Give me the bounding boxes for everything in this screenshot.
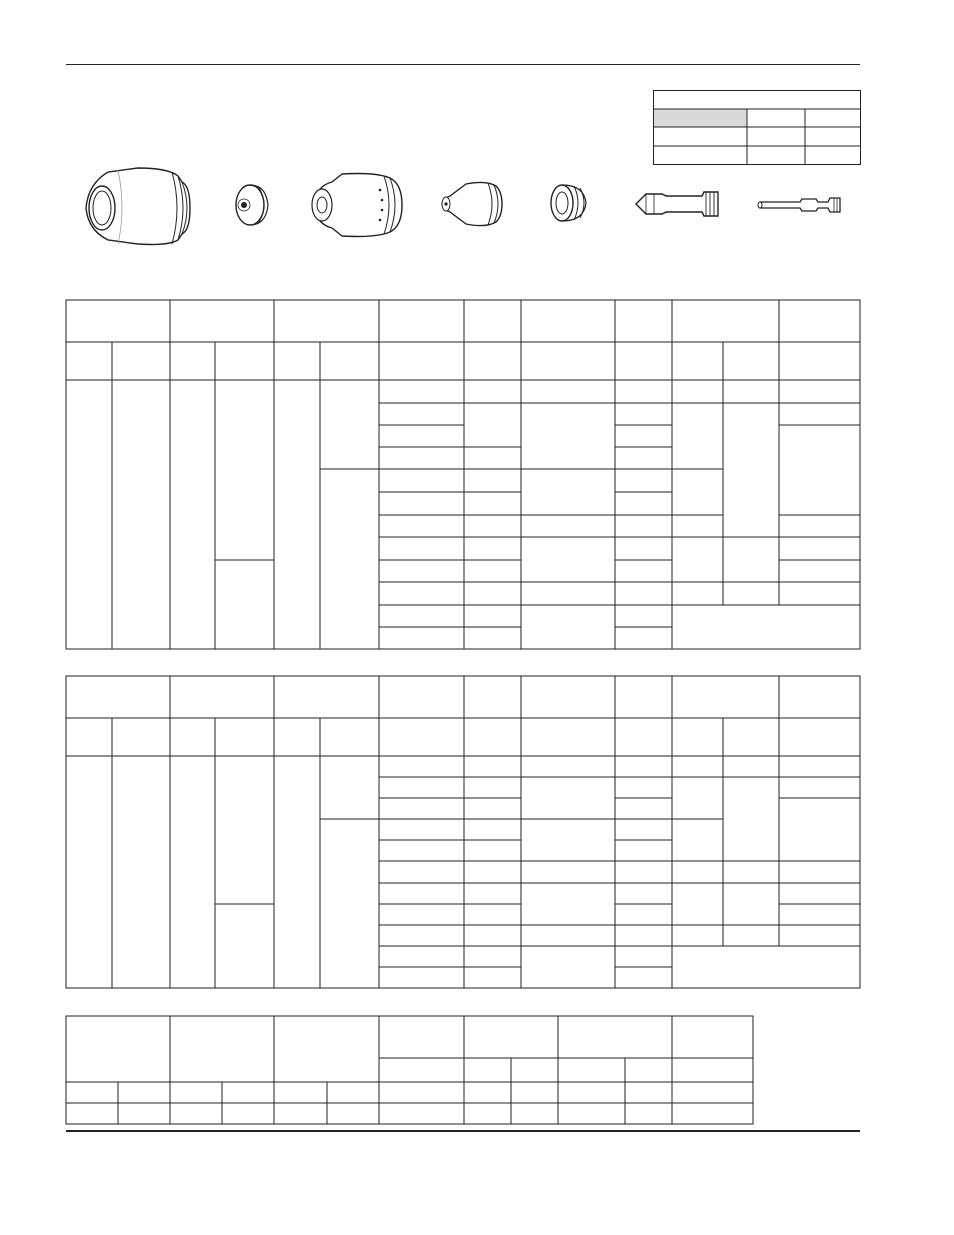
consumables-table-2 — [66, 676, 860, 988]
footer-rule — [66, 1130, 860, 1132]
consumables-table-3 — [66, 1016, 753, 1124]
consumables-table-1 — [66, 300, 860, 649]
